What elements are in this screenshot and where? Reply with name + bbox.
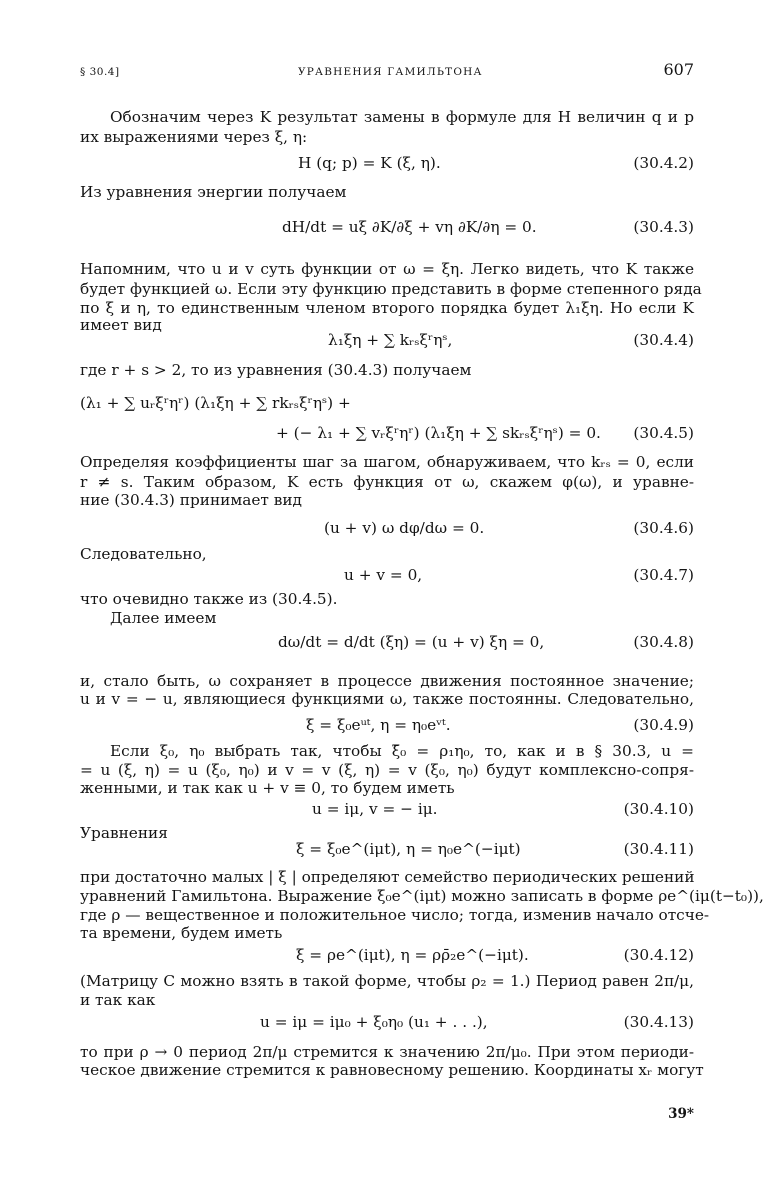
- text-line: Если ξ₀, η₀ выбрать так, чтобы ξ̄₀ = ρ₁η₀, то, как и в § 30.3, u =: [110, 742, 694, 760]
- header-title: УРАВНЕНИЯ ГАМИЛЬТОНА: [298, 66, 483, 78]
- text-line: ческое движение стремится к равновесному решению. Координаты xᵣ могут: [80, 1061, 704, 1079]
- equation-30-4-5-line-2: [80, 424, 694, 454]
- equation-30-4-5-line-1: [80, 394, 694, 424]
- equation-30-4-11: [80, 840, 694, 870]
- text-line: при достаточно малых | ξ | определяют семейство периодических решений: [80, 868, 695, 886]
- text-line: то при ρ → 0 период 2π/μ стремится к значению 2π/μ₀. При этом периоди-: [80, 1043, 694, 1061]
- equation-30-4-4: [80, 331, 694, 361]
- equation-formula: u = iμ = iμ₀ + ξ₀η₀ (u₁ + . . .),: [260, 1013, 488, 1031]
- text-line: женными, и так как u + v ≡ 0, то будем иметь: [80, 779, 455, 797]
- equation-formula: (λ₁ + ∑ uᵣξʳηʳ) (λ₁ξη + ∑ rkᵣₛξʳηˢ) +: [80, 394, 351, 412]
- text-line: Из уравнения энергии получаем: [80, 183, 347, 201]
- equation-formula: + (− λ₁ + ∑ vᵣξʳηʳ) (λ₁ξη + ∑ skᵣₛξʳηˢ) = 0.: [276, 424, 601, 442]
- text-line: = u (ξ, η) = u (ξ₀, η₀) и v = v (ξ, η) = v (ξ₀, η₀) будут комплексно-сопря-: [80, 761, 694, 779]
- equation-formula: ξ = ξ₀eᵘᵗ, η = η₀eᵛᵗ.: [306, 716, 451, 734]
- equation-formula: ξ = ρe^(iμt), η = ρρ̄₂e^(−iμt).: [296, 946, 529, 964]
- equation-number: (30.4.11): [623, 840, 694, 858]
- equation-number: (30.4.13): [623, 1013, 694, 1031]
- equation-30-4-3: [80, 218, 694, 248]
- equation-number: (30.4.5): [633, 424, 694, 442]
- text-line: та времени, будем иметь: [80, 924, 283, 942]
- page-number: 607: [663, 60, 694, 79]
- text-line: Обозначим через K результат замены в формуле для H величин q и p: [110, 108, 694, 126]
- equation-formula: ξ = ξ₀e^(iμt), η = η₀e^(−iμt): [296, 840, 521, 858]
- equation-30-4-13: [80, 1013, 694, 1043]
- text-line: Напомним, что u и v суть функции от ω = ξη. Легко видеть, что K также: [80, 260, 694, 278]
- header-section: § 30.4]: [80, 66, 120, 78]
- equation-formula: (u + v) ω dφ/dω = 0.: [324, 519, 485, 537]
- text-line: что очевидно также из (30.4.5).: [80, 590, 338, 608]
- text-line: Уравнения: [80, 824, 168, 842]
- text-line: уравнений Гамильтона. Выражение ξ₀e^(iμt) можно записать в форме ρe^(iμ(t−t₀)),: [80, 887, 764, 905]
- text-line: Следовательно,: [80, 545, 207, 563]
- text-line: Определяя коэффициенты шаг за шагом, обнаруживаем, что kᵣₛ = 0, если: [80, 453, 694, 471]
- equation-formula: u + v = 0,: [344, 566, 423, 584]
- text-line: имеет вид: [80, 316, 162, 334]
- text-line: (Матрицу C можно взять в такой форме, чтобы ρ₂ = 1.) Период равен 2π/μ,: [80, 972, 694, 990]
- equation-number: (30.4.7): [633, 566, 694, 584]
- equation-formula: u = iμ, v = − iμ.: [312, 800, 438, 818]
- text-line: где r + s > 2, то из уравнения (30.4.3) получаем: [80, 361, 472, 379]
- equation-number: (30.4.3): [633, 218, 694, 236]
- text-line: r ≠ s. Таким образом, K есть функция от ω, скажем φ(ω), и уравне-: [80, 473, 694, 491]
- equation-number: (30.4.9): [633, 716, 694, 734]
- text-line: будет функцией ω. Если эту функцию представить в форме степенного ряда: [80, 280, 702, 298]
- equation-30-4-8: [80, 633, 694, 663]
- equation-30-4-2: [80, 154, 694, 184]
- signature-mark: 39*: [668, 1106, 694, 1122]
- text-line: u и v = − u, являющиеся функциями ω, также постоянны. Следовательно,: [80, 690, 694, 708]
- text-line: ние (30.4.3) принимает вид: [80, 491, 302, 509]
- equation-number: (30.4.6): [633, 519, 694, 537]
- equation-formula: λ₁ξη + ∑ kᵣₛξʳηˢ,: [328, 331, 453, 349]
- equation-number: (30.4.4): [633, 331, 694, 349]
- equation-formula: H (q; p) = K (ξ, η).: [298, 154, 441, 172]
- text-line: и так как: [80, 991, 156, 1009]
- text-line: где ρ — вещественное и положительное число; тогда, изменив начало отсче-: [80, 906, 710, 924]
- equation-number: (30.4.12): [623, 946, 694, 964]
- equation-formula: dH/dt = uξ ∂K/∂ξ + vη ∂K/∂η = 0.: [282, 218, 537, 236]
- text-line: и, стало быть, ω сохраняет в процессе движения постоянное значение;: [80, 672, 694, 690]
- text-line: Далее имеем: [110, 609, 217, 627]
- text-line: по ξ и η, то единственным членом второго порядка будет λ₁ξη. Но если K: [80, 299, 694, 317]
- equation-number: (30.4.2): [633, 154, 694, 172]
- equation-number: (30.4.8): [633, 633, 694, 651]
- book-page: [80, 0, 764, 1200]
- equation-formula: dω/dt = d/dt (ξη) = (u + v) ξη = 0,: [278, 633, 545, 651]
- equation-number: (30.4.10): [623, 800, 694, 818]
- text-line: их выражениями через ξ, η:: [80, 128, 308, 146]
